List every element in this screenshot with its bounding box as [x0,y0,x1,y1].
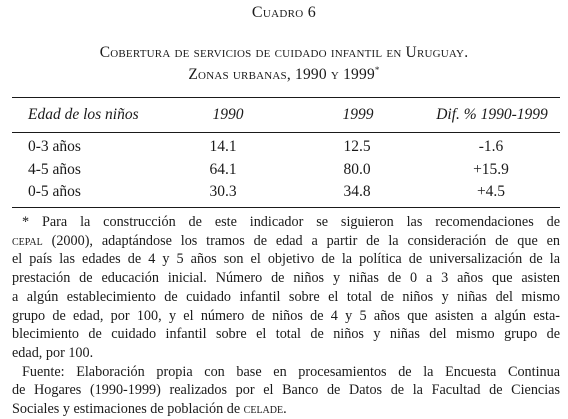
source-celade: celade [243,401,284,417]
table-header-rule [12,132,560,133]
source-line: de Hogares (1990-1999) realizados por el Banco de Datos de la Facultad de Ciencias [12,382,560,399]
table-cell-1990: 30.3 [209,183,237,200]
table-cell-age: 0-5 años [28,183,81,200]
note-cepal: cepal [12,232,43,249]
header-1999: 1999 [342,106,374,123]
table-cell-1999: 34.8 [343,183,371,200]
table-cell-age: 0-3 años [28,138,81,155]
source-line [12,399,560,419]
table-cell-1999: 80.0 [343,161,371,178]
table-title-line-1: Cobertura de servicios de cuidado infantil en Uruguay. [99,44,469,61]
table-cell-diff: -1.6 [478,138,504,155]
title-footnote-mark: * [374,65,380,75]
source-line-text: Sociales y estimaciones de población de [12,401,241,417]
header-1990: 1990 [212,106,244,123]
note-line [12,231,560,251]
table-cell-1999: 12.5 [343,138,371,155]
header-diff: Dif. % 1990-1999 [436,106,548,123]
header-age: Edad de los niños [28,106,139,123]
note-line: prestación de educación inicial. Número de niños y niñas de 0 a 3 años que asisten [12,270,560,287]
note-line: edad, por 100. [12,344,94,361]
note-line-text: (2000), adaptándose los tramos de edad a partir de la consideración de que en [51,232,560,249]
table-label: Cuadro 6 [251,4,317,21]
table-title-line-2-text: Zonas urbanas, 1990 y 1999 [188,66,375,84]
note-line: blecimiento de cuidado infantil sobre el total de niños y niñas del mismo grupo de [12,326,560,343]
table-top-rule [12,97,560,98]
table-cell-1990: 64.1 [209,161,237,178]
table-cell-age: 4-5 años [28,161,81,178]
table-bottom-rule [12,207,560,208]
note-line: * Para la construcción de este indicador se siguieron las recomendaciones de [22,214,560,230]
source-line: Fuente: Elaboración propia con base en procesamientos de la Encuesta Continua [22,363,560,380]
table-cell-diff: +4.5 [476,183,506,200]
table-cell-diff: +15.9 [473,161,509,178]
source-end: . [283,401,287,417]
note-line: grupo de edad, por 100, y el número de niños de 4 y 5 años que asisten a algún esta- [12,307,560,324]
table-title-line-2 [0,65,568,84]
note-line: el país las edades de 4 y 5 años son el objetivo de la política de universalización de la [12,251,560,268]
table-cell-1990: 14.1 [209,138,237,155]
note-line: a algún establecimiento de cuidado infantil sobre el total de niños y niñas del mismo [12,288,560,305]
